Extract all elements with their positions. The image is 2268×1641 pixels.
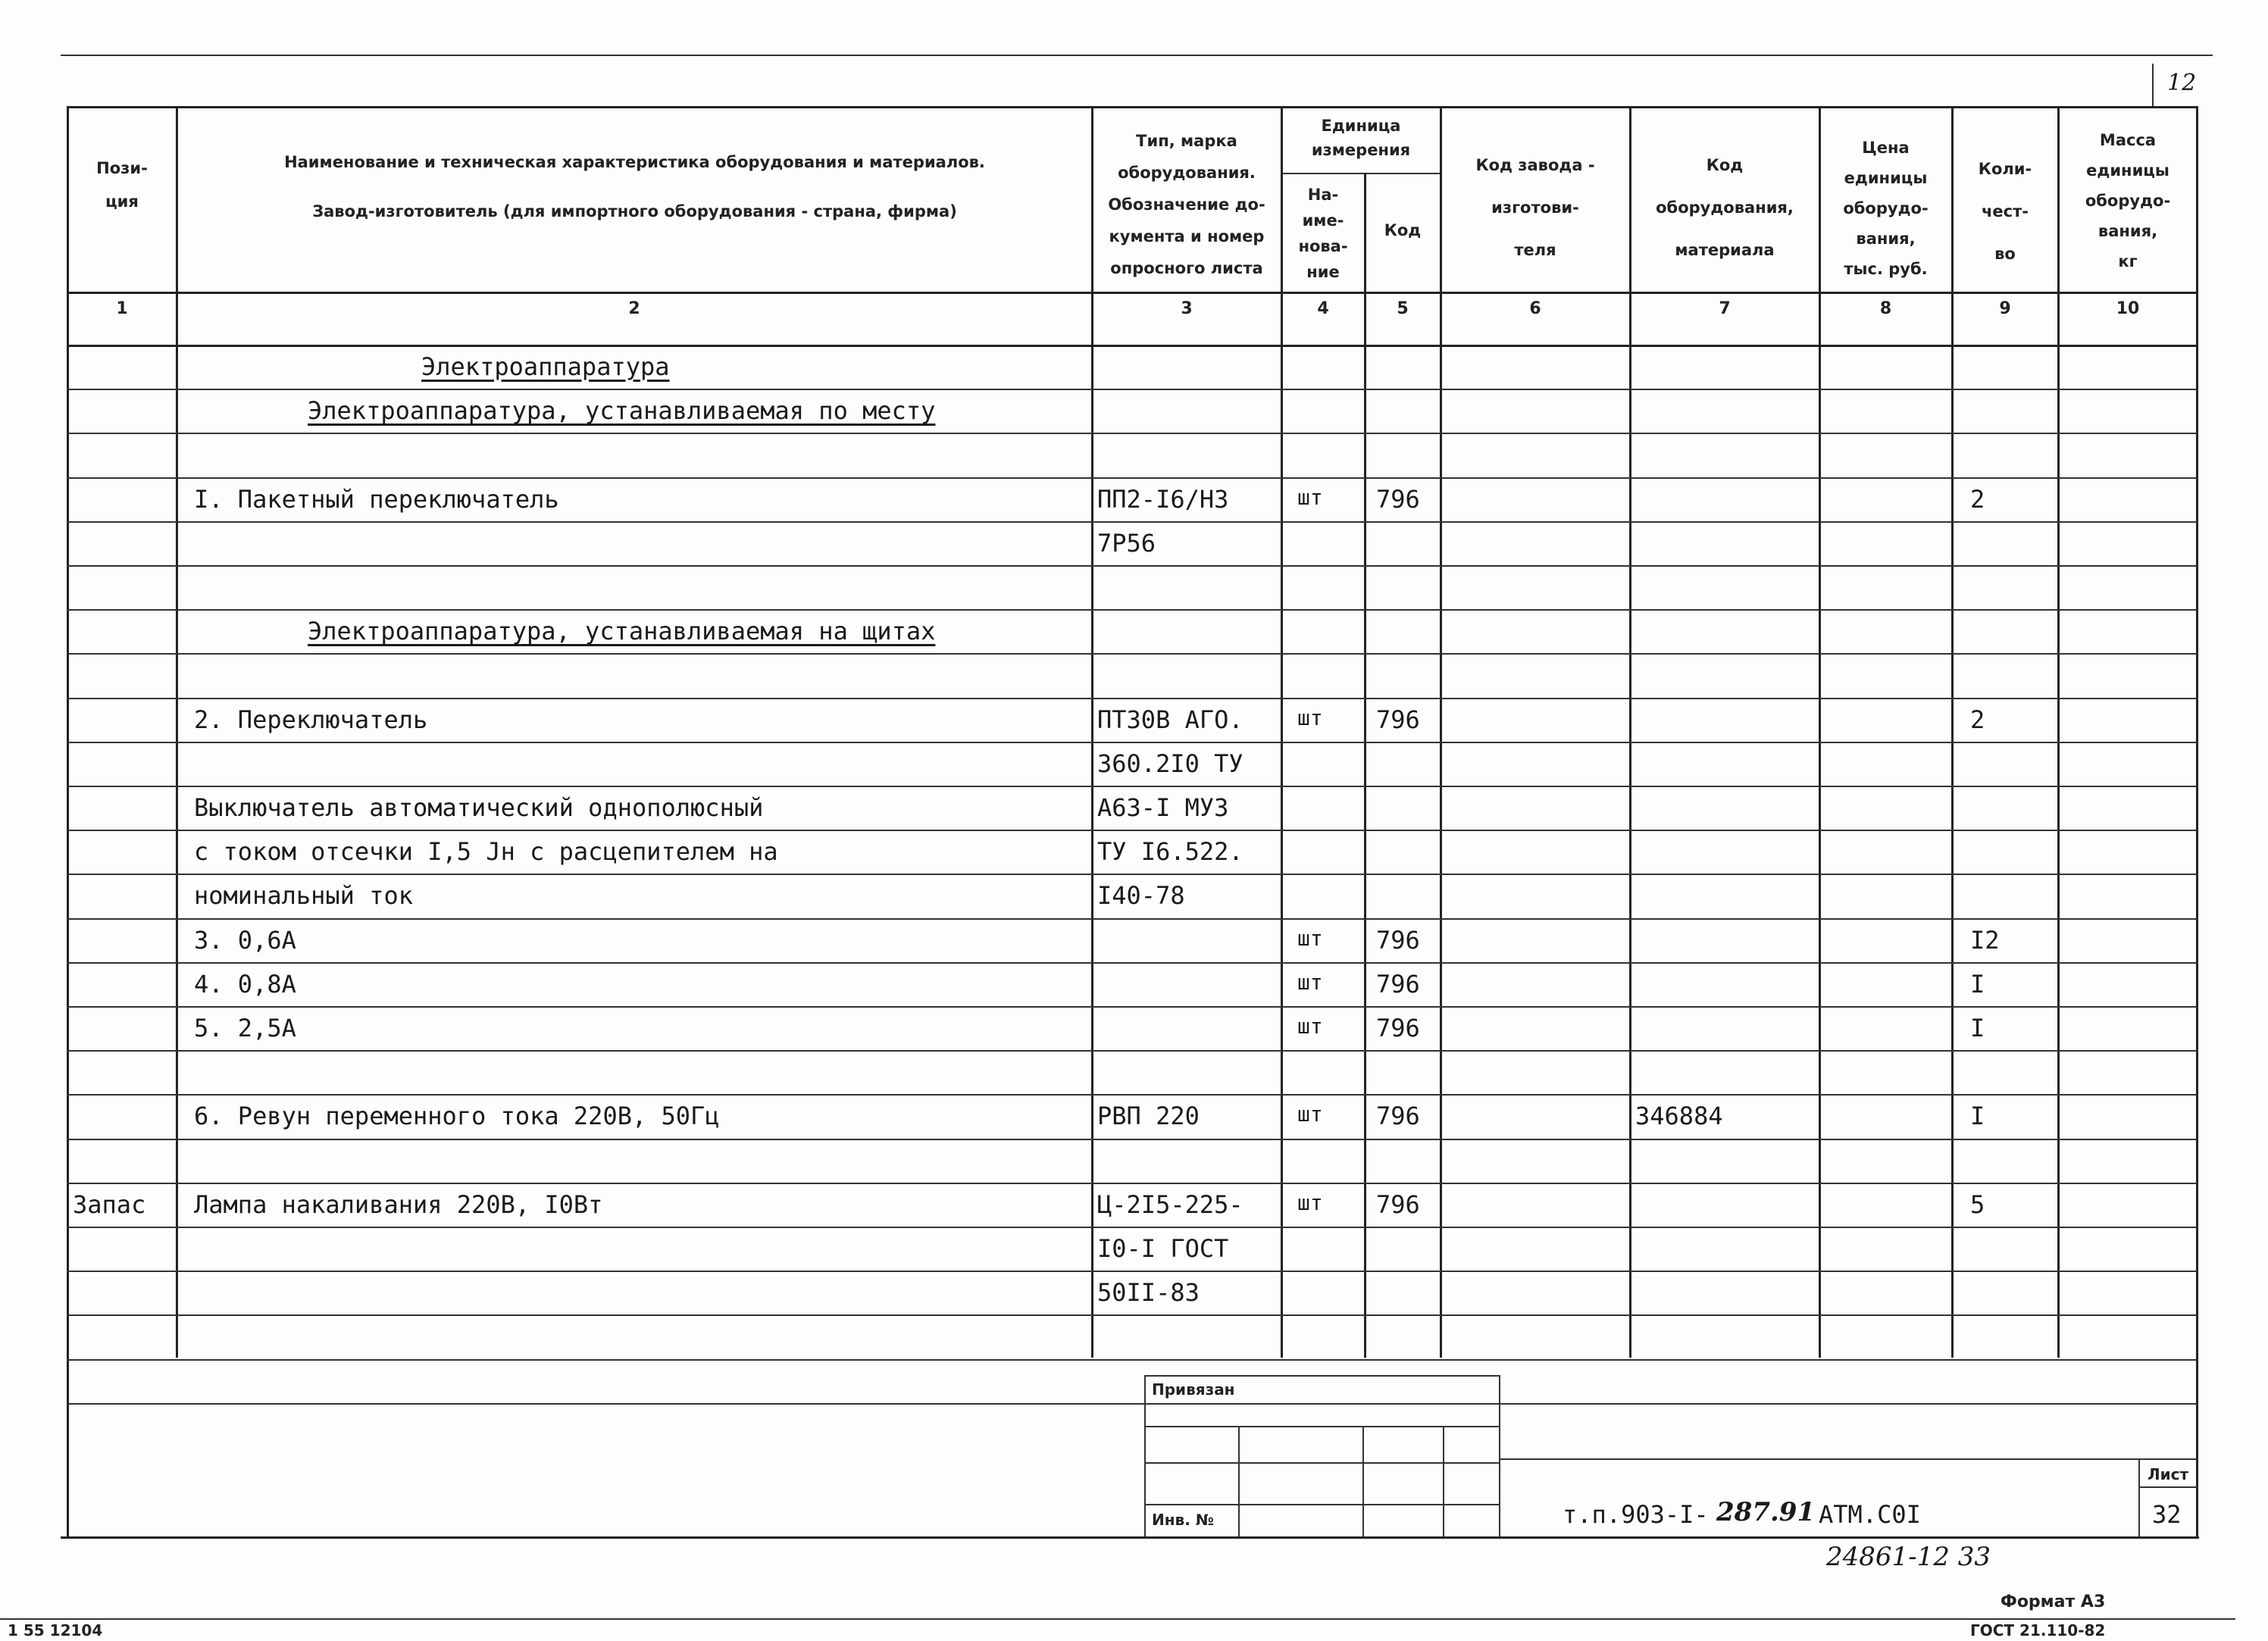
title-block-line — [1499, 1458, 2198, 1460]
cell-unit: шт — [1297, 969, 1323, 995]
header-bottom-line — [67, 292, 2198, 294]
stamp-privyazan-label: Привязан — [1152, 1380, 1235, 1399]
cell-name: Электроаппаратура, устанавливаемая по месту — [308, 396, 936, 426]
table-row-line — [67, 1227, 2198, 1228]
header-name-line2: Завод-изготовитель (для импортного оборудования - страна, фирма) — [312, 202, 957, 220]
table-row-line — [67, 609, 2198, 611]
stamp-col-line-1 — [1238, 1426, 1240, 1536]
cell-qty: I — [1970, 969, 1985, 999]
header-type: Тип, марка оборудования. Обозначение до- кумента и номер опросного листа — [1108, 132, 1265, 277]
stamp-row-line-2 — [1144, 1462, 1500, 1464]
col-divider-5 — [1440, 106, 1442, 1358]
col-number-9: 9 — [1999, 299, 2011, 318]
header-unit-name: На- име- нова- ние — [1298, 186, 1348, 281]
cell-name: 6. Ревун переменного тока 220В, 50Гц — [194, 1102, 720, 1131]
col-number-1: 1 — [116, 299, 128, 318]
cell-code: 796 — [1376, 1014, 1420, 1042]
cell-unit: шт — [1297, 1014, 1323, 1039]
header-price: Цена единицы оборудо- вания, тыс. руб. — [1843, 139, 1929, 278]
table-row-line — [67, 433, 2198, 434]
sheet-label: Лист — [2148, 1465, 2189, 1483]
table-row-line — [67, 1050, 2198, 1052]
table-row-line — [67, 1139, 2198, 1140]
table-row-line — [67, 653, 2198, 655]
cell-unit: шт — [1297, 484, 1323, 510]
cell-type: РВП 220 — [1097, 1102, 1200, 1131]
stamp-top-line — [1144, 1375, 1500, 1377]
header-name-line1: Наименование и техническая характеристика оборудования и материалов. — [284, 153, 985, 171]
table-row-line — [67, 962, 2198, 964]
cell-type: ПТ30В АГО. — [1097, 705, 1243, 734]
table-row-line — [67, 742, 2198, 743]
table-row-line — [67, 1359, 2198, 1361]
stamp-row-line-1 — [1144, 1426, 1500, 1427]
corner-page-number: 12 — [2167, 70, 2197, 96]
doc-code-handwritten: 287.91 — [1716, 1497, 1816, 1527]
col-divider-6 — [1629, 106, 1631, 1358]
col-number-5: 5 — [1397, 299, 1409, 318]
header-unit-code: Код — [1384, 221, 1422, 239]
cell-unit: шт — [1297, 1102, 1323, 1127]
cell-unit: шт — [1297, 1189, 1323, 1215]
header-quantity: Коли- чест- во — [1978, 160, 2032, 263]
header-mass: Масса единицы оборудо- вания, кг — [2085, 131, 2171, 270]
table-row-line — [67, 565, 2198, 567]
cell-code: 796 — [1376, 969, 1420, 999]
cell-name: с током отсечки I,5 Jн с расцепителем на — [194, 837, 778, 867]
stamp-col-line-3 — [1443, 1426, 1444, 1536]
cell-qty: I — [1970, 1102, 1985, 1131]
table-row-line — [67, 521, 2198, 523]
sheet-number: 32 — [2152, 1500, 2182, 1529]
unit-group-line — [1281, 173, 1440, 174]
cell-type: Ц-2I5-225- — [1097, 1189, 1243, 1219]
col-number-2: 2 — [628, 299, 640, 318]
cell-type: ТУ I6.522. — [1097, 837, 1243, 867]
col-divider-3 — [1281, 106, 1283, 1358]
col-divider-1 — [176, 106, 178, 1358]
cell-qty: I2 — [1970, 925, 2000, 955]
table-row-line — [67, 830, 2198, 831]
cell-code: 796 — [1376, 1102, 1420, 1131]
cell-mat: 346884 — [1635, 1102, 1723, 1131]
cell-qty: 2 — [1970, 705, 1985, 734]
cell-pos: Запас — [73, 1189, 146, 1219]
cell-unit: шт — [1297, 705, 1323, 730]
cell-name: Электроаппаратура, устанавливаемая на щитах — [308, 617, 936, 646]
cell-type: 50II-83 — [1097, 1278, 1200, 1308]
table-row-line — [67, 1314, 2198, 1316]
top-edge-line — [61, 55, 2213, 56]
cell-name: 2. Переключатель — [194, 705, 428, 734]
cell-code: 796 — [1376, 1189, 1420, 1219]
col-divider-9 — [2057, 106, 2060, 1358]
col-number-6: 6 — [1529, 299, 1541, 318]
sheet-divider — [2138, 1458, 2140, 1536]
table-row-line — [67, 918, 2198, 920]
table-left-border — [67, 106, 69, 1536]
stamp-row-line-3 — [1144, 1504, 1500, 1505]
cell-name: I. Пакетный переключатель — [194, 484, 559, 514]
frame-bottom-border — [61, 1536, 2199, 1539]
col-divider-4 — [1364, 173, 1366, 1358]
footer-bottom-line — [0, 1618, 2235, 1620]
column-number-line — [67, 345, 2198, 347]
doc-code-suffix: АТМ.С0I — [1819, 1500, 1921, 1529]
col-divider-7 — [1819, 106, 1821, 1358]
table-row-line — [67, 1183, 2198, 1184]
cell-unit: шт — [1297, 925, 1323, 951]
col-divider-2 — [1091, 106, 1093, 1358]
col-number-3: 3 — [1181, 299, 1193, 318]
cell-code: 796 — [1376, 925, 1420, 955]
cell-type: 7Р56 — [1097, 528, 1156, 558]
cell-type: 360.2I0 ТУ — [1097, 749, 1243, 778]
corner-tick — [2152, 64, 2154, 106]
cell-type: ПП2-I6/НЗ — [1097, 484, 1229, 514]
table-row-line — [67, 1271, 2198, 1272]
cell-name: Электроаппаратура — [421, 352, 670, 381]
cell-name: 4. 0,8А — [194, 969, 296, 999]
format-label: Формат А3 — [2001, 1593, 2106, 1611]
cell-name: 3. 0,6А — [194, 925, 296, 955]
doc-code-prefix: т.п.903-I- — [1563, 1500, 1709, 1529]
cell-qty: 5 — [1970, 1189, 1985, 1219]
header-unit-group: Единица измерения — [1311, 117, 1411, 159]
cell-code: 796 — [1376, 484, 1420, 514]
table-row-line — [67, 1006, 2198, 1008]
table-row-line — [67, 786, 2198, 787]
stamp-inv-label: Инв. № — [1152, 1511, 1214, 1529]
header-material-code: Код оборудования, материала — [1656, 156, 1794, 259]
table-row-line — [67, 874, 2198, 875]
table-row-line — [67, 477, 2198, 479]
stamp-left-line — [1144, 1375, 1146, 1536]
cell-name: номинальный ток — [194, 881, 413, 911]
table-right-border — [2196, 106, 2198, 1536]
cell-code: 796 — [1376, 705, 1420, 734]
col-number-4: 4 — [1317, 299, 1329, 318]
cell-name: 5. 2,5А — [194, 1014, 296, 1042]
header-factory-code: Код завода - изготови- теля — [1475, 156, 1595, 259]
sheet-label-line — [2138, 1486, 2198, 1488]
cell-qty: I — [1970, 1014, 1985, 1042]
header-position: Пози- ция — [96, 159, 148, 211]
stamp-right-line — [1499, 1375, 1500, 1536]
col-divider-8 — [1951, 106, 1954, 1358]
cell-type: I40-78 — [1097, 881, 1185, 911]
table-row-line — [67, 1403, 2198, 1405]
footer-left-code: 1 55 12104 — [8, 1621, 103, 1639]
col-number-7: 7 — [1719, 299, 1731, 318]
table-row-line — [67, 389, 2198, 390]
cell-type: А63-I МУЗ — [1097, 793, 1229, 822]
col-number-8: 8 — [1879, 299, 1892, 318]
table-row-line — [67, 1094, 2198, 1096]
col-number-10: 10 — [2116, 299, 2140, 318]
cell-name: Выключатель автоматический однополюсный — [194, 793, 764, 822]
footer-gost: ГОСТ 21.110-82 — [1970, 1621, 2106, 1639]
table-top-border — [67, 106, 2198, 108]
cell-qty: 2 — [1970, 484, 1985, 514]
table-row-line — [67, 698, 2198, 699]
cell-name: Лампа накаливания 220В, I0Вт — [194, 1189, 603, 1219]
archive-number: 24861-12 33 — [1826, 1542, 1991, 1572]
cell-type: I0-I ГОСТ — [1097, 1234, 1229, 1263]
stamp-col-line-2 — [1362, 1426, 1364, 1536]
